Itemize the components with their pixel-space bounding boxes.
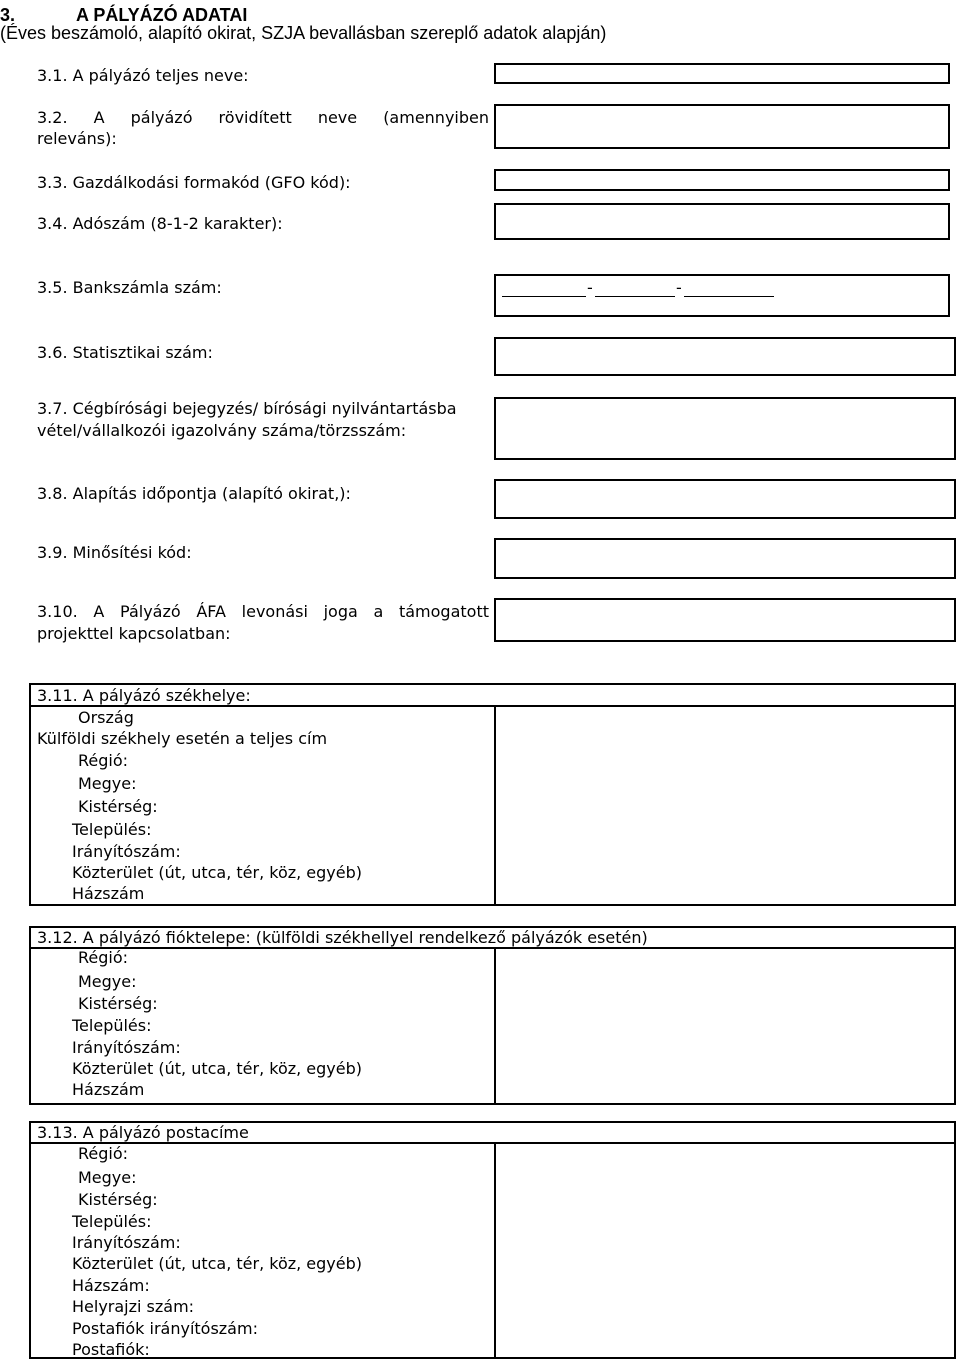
postal-zip-label: Irányítószám: <box>72 1233 181 1252</box>
input-founding-date[interactable] <box>494 479 956 519</box>
seat-house-number-label: Házszám <box>72 884 145 903</box>
seat-zip-label: Irányítószám: <box>72 842 181 861</box>
input-qualification-code[interactable] <box>494 538 956 579</box>
seat-street-label: Közterület (út, utca, tér, köz, egyéb) <box>72 863 363 882</box>
section-title: A PÁLYÁZÓ ADATAI <box>76 5 248 25</box>
branch-region-label: Régió: <box>78 948 129 967</box>
postal-pobox-zip-label: Postafiók irányítószám: <box>72 1319 258 1338</box>
bank-segment-2 <box>595 296 675 297</box>
input-stat-number[interactable] <box>494 337 956 376</box>
postal-subregion-label: Kistérség: <box>78 1190 158 1209</box>
label-registry-line2: vétel/vállalkozói igazolvány száma/törzsszám: <box>37 421 407 440</box>
section-subtitle: (Éves beszámoló, alapító okirat, SZJA bevallásban szereplő adatok alapján) <box>0 23 607 43</box>
input-registry[interactable] <box>494 397 956 460</box>
seat-settlement-label: Település: <box>72 820 152 839</box>
postal-settlement-label: Település: <box>72 1212 152 1231</box>
label-bank-account: 3.5. Bankszámla szám: <box>37 278 222 297</box>
bank-segment-1 <box>502 296 586 297</box>
postal-lot-number-label: Helyrajzi szám: <box>72 1297 195 1316</box>
seat-region-label: Régió: <box>78 751 129 770</box>
bank-separator-2: - <box>676 278 682 297</box>
branch-street-label: Közterület (út, utca, tér, köz, egyéb) <box>72 1059 363 1078</box>
input-tax-number[interactable] <box>494 203 950 240</box>
postal-house-number-label: Házszám: <box>72 1276 150 1295</box>
branch-title: 3.12. A pályázó fióktelepe: (külföldi székhellyel rendelkező pályázók esetén) <box>37 928 648 947</box>
branch-house-number-label: Házszám <box>72 1080 145 1099</box>
postal-region-label: Régió: <box>78 1144 129 1163</box>
label-qualification-code: 3.9. Minősítési kód: <box>37 543 192 562</box>
input-full-name[interactable] <box>494 63 950 84</box>
seat-subregion-label: Kistérség: <box>78 797 158 816</box>
label-full-name: 3.1. A pályázó teljes neve: <box>37 66 249 85</box>
label-short-name-line2: releváns): <box>37 129 117 148</box>
postal-title: 3.13. A pályázó postacíme <box>37 1123 249 1142</box>
seat-county-label: Megye: <box>78 774 137 793</box>
label-stat-number: 3.6. Statisztikai szám: <box>37 343 213 362</box>
postal-county-label: Megye: <box>78 1168 137 1187</box>
seat-input-area[interactable] <box>496 707 954 904</box>
label-tax-number: 3.4. Adószám (8-1-2 karakter): <box>37 214 283 233</box>
input-short-name[interactable] <box>494 104 950 149</box>
postal-input-area[interactable] <box>496 1144 954 1357</box>
branch-subregion-label: Kistérség: <box>78 994 158 1013</box>
label-vat-line1: 3.10. A Pályázó ÁFA levonási joga a támogatott <box>37 602 489 621</box>
section-number: 3. <box>0 5 16 25</box>
bank-segment-3 <box>684 296 774 297</box>
postal-street-label: Közterület (út, utca, tér, köz, egyéb) <box>72 1254 363 1273</box>
branch-zip-label: Irányítószám: <box>72 1038 181 1057</box>
label-registry-line1: 3.7. Cégbírósági bejegyzés/ bírósági nyilvántartásba <box>37 399 457 418</box>
label-gfo-code: 3.3. Gazdálkodási formakód (GFO kód): <box>37 173 351 192</box>
label-founding-date: 3.8. Alapítás időpontja (alapító okirat,): <box>37 484 351 503</box>
label-vat-line2: projekttel kapcsolatban: <box>37 624 231 643</box>
bank-separator-1: - <box>587 278 593 297</box>
input-vat-right[interactable] <box>494 598 956 642</box>
branch-county-label: Megye: <box>78 972 137 991</box>
branch-settlement-label: Település: <box>72 1016 152 1035</box>
branch-input-area[interactable] <box>496 949 954 1103</box>
seat-title: 3.11. A pályázó székhelye: <box>37 686 251 705</box>
postal-pobox-label: Postafiók: <box>72 1340 150 1359</box>
input-gfo-code[interactable] <box>494 169 950 191</box>
seat-country-label: Ország <box>78 708 134 727</box>
label-short-name-line1: 3.2. A pályázó rövidített neve (amennyiben <box>37 108 489 127</box>
seat-foreign-label: Külföldi székhely esetén a teljes cím <box>37 729 328 748</box>
